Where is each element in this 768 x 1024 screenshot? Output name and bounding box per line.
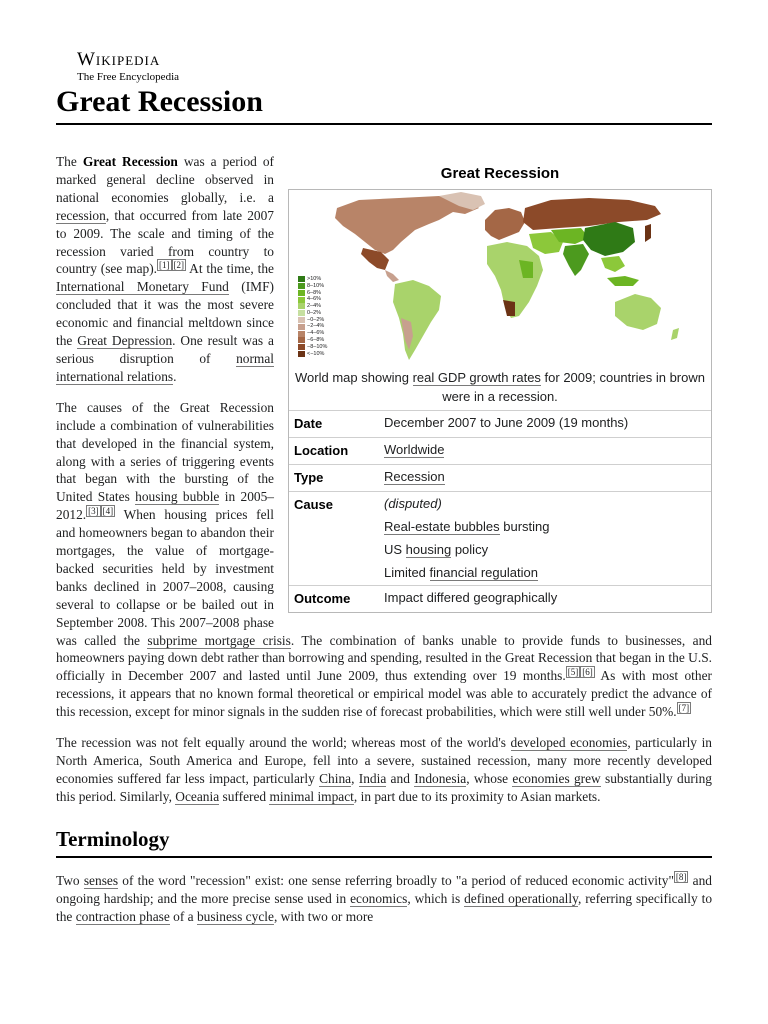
infobox-label: Date: [294, 415, 323, 431]
infobox-label: Location: [294, 442, 349, 458]
legend-label: −6–8%: [307, 337, 325, 344]
citation-5[interactable]: [5]: [567, 667, 579, 678]
legend-swatch: [298, 331, 305, 337]
real-gdp-growth-rates-link[interactable]: real GDP growth rates: [412, 369, 541, 385]
legend-item: [298, 323, 327, 330]
caption-text-end: for 2009; countries in brown were in a recession.: [442, 369, 705, 404]
economies-grew-link[interactable]: economies grew: [512, 770, 601, 786]
legend-swatch: [298, 317, 305, 323]
legend-swatch: [298, 351, 305, 357]
infobox-label: Type: [294, 469, 324, 485]
legend-item: [298, 283, 327, 290]
legend-label: −0–2%: [307, 316, 325, 323]
infobox-title: Great Recession: [440, 165, 560, 182]
title-divider: [56, 123, 712, 125]
infobox-value: [376, 437, 711, 464]
legend-swatch: [298, 276, 305, 282]
legend-label: <−10%: [307, 350, 325, 357]
terminology-paragraph: Two senses of the word "recession" exist: one sense referring broadly to "a period of reduced economic activity" [8] and ongoing hardship; and the more precise sense used in economics, which is defined operationally, referring specifically to the contraction phase of a business cycle, with two or more: [56, 871, 713, 924]
cause-housing-policy: US housing policy: [384, 541, 489, 557]
legend-item: [298, 276, 327, 283]
infobox-row-cause: [289, 491, 711, 585]
caption-text-start: World map showing: [295, 369, 413, 385]
gdp-growth-world-map[interactable]: [289, 190, 711, 368]
wikipedia-tagline: The Free Encyclopedia: [77, 71, 180, 83]
indonesia-link[interactable]: Indonesia: [414, 770, 467, 786]
bold-term: Great Recession: [82, 154, 178, 169]
legend-swatch: [298, 290, 305, 296]
imf-link[interactable]: International Monetary Fund: [56, 279, 229, 295]
infobox-value: December 2007 to June 2009 (19 months): [384, 414, 629, 430]
citation-8[interactable]: [8]: [675, 871, 687, 882]
citation-6[interactable]: [6]: [582, 667, 593, 678]
senses-link[interactable]: senses: [83, 872, 119, 888]
developed-economies-link[interactable]: developed economies: [510, 735, 628, 751]
india-link[interactable]: India: [358, 770, 387, 786]
citation-1[interactable]: [1]: [159, 260, 170, 271]
legend-item: [298, 317, 327, 324]
legend-swatch: [298, 337, 305, 343]
legend-label: >10%: [307, 275, 322, 282]
wikipedia-logo[interactable]: [77, 50, 179, 84]
infobox-value: [376, 491, 711, 585]
world-map-image: [289, 190, 711, 368]
legend-label: 2–4%: [307, 303, 322, 310]
citation-3[interactable]: [3]: [88, 506, 99, 517]
legend-item: [298, 290, 327, 297]
infobox-frame: [288, 189, 712, 613]
impact-paragraph: The recession was not felt equally around the world; whereas most of the world's developed economies, particularly in North America, South America and Europe, fell into a severe, sustained recession, many more recently developed economies suffered far less impact, particularly China, India and Indonesia, whose economies grew substantially during this period. Similarly, Oceania suffered minimal impact, in part due to its proximity to Asian markets.: [56, 735, 712, 804]
legend-label: 8–10%: [307, 282, 325, 289]
intro-paragraph: The Great Recession was a period of marked general decline observed in national economies globally, i.e. a recession, that occurred from late 2007 to 2009. The scale and timing of the recession varied from country to country (see map). [1] [2] At the time, the International Monetary Fund (IMF) concluded that it was the most severe economic and financial meltdown since the Great Depression. One result was a serious disruption of normal international relations.: [56, 154, 274, 384]
legend-item: [298, 344, 327, 351]
legend-item: [298, 330, 327, 337]
international-relations-link[interactable]: normal international relations: [56, 350, 274, 384]
legend-item: [298, 310, 327, 317]
cause-disputed: (disputed): [384, 495, 442, 511]
infobox-row-date: [289, 410, 711, 437]
map-caption: [289, 368, 711, 410]
financial-regulation-link[interactable]: financial regulation: [429, 564, 538, 580]
defined-operationally-link[interactable]: defined operationally: [464, 890, 578, 906]
economics-link[interactable]: economics: [350, 890, 408, 906]
page-title: Great Recession: [56, 85, 263, 118]
infobox-row-location: [289, 437, 711, 464]
citation-2[interactable]: [2]: [173, 260, 185, 271]
oceania-link[interactable]: Oceania: [175, 788, 220, 804]
business-cycle-link[interactable]: business cycle: [196, 908, 274, 924]
legend-swatch: [298, 324, 305, 330]
legend-swatch: [298, 283, 305, 289]
legend-swatch: [298, 344, 305, 350]
article-body: [56, 153, 712, 938]
cause-real-estate: Real-estate bubbles bursting: [384, 518, 550, 534]
great-depression-link[interactable]: Great Depression: [77, 333, 173, 349]
infobox-label: Cause: [294, 496, 334, 512]
legend-item: [298, 303, 327, 310]
legend-label: −8–10%: [307, 343, 328, 350]
section-heading-terminology: Terminology: [56, 826, 170, 851]
legend-swatch: [298, 310, 305, 316]
legend-swatch: [298, 297, 305, 303]
map-legend: [298, 276, 327, 358]
causes-paragraph: The causes of the Great Recession include a combination of vulnerabilities that developed in the financial system, along with a series of triggering events that began with the bursting of the United States housing bubble in 2005–2012. [3] [4] When housing prices fell and homeowners began to abandon their mortgages, the value of mortgage-backed securities held by investment banks declined in 2007–2008, causing several to collapse or be bailed out in September 2008. This 2007–2008 phase was called the subprime mortgage crisis. The combination of banks unable to provide funds to businesses, and homeowners paying down debt rather than borrowing and spending, resulted in the Great Recession that began in the U.S. officially in December 2007 and lasted until June 2009, thus extending over 19 months. [5] [6] As with most other recessions, it appears that no known formal theoretical or empirical model was able to accurately predict the advance of this recession, except for minor signals in the sudden rise of forecast probabilities, which were still well under 50%. [7]: [56, 399, 712, 720]
infobox-value: Impact differed geographically: [384, 589, 558, 605]
infobox: [288, 156, 712, 613]
minimal-impact-link[interactable]: minimal impact: [269, 788, 354, 804]
legend-swatch: [298, 303, 305, 309]
legend-label: −2–4%: [307, 323, 325, 330]
housing-bubble-link[interactable]: housing bubble: [135, 489, 220, 505]
wikipedia-wordmark: Wikipedia: [77, 49, 161, 70]
legend-item: [298, 351, 327, 358]
infobox-label: Outcome: [294, 590, 351, 606]
worldwide-link[interactable]: Worldwide: [384, 441, 445, 457]
section-divider: [56, 856, 712, 858]
housing-link[interactable]: housing: [405, 541, 452, 557]
infobox-row-outcome: [289, 585, 711, 611]
legend-label: 4–6%: [307, 296, 322, 303]
legend-label: −4–6%: [307, 330, 325, 337]
legend-label: 6–8%: [307, 289, 322, 296]
infobox-table: [289, 410, 711, 612]
infobox-value: [376, 464, 711, 491]
citation-4[interactable]: [4]: [102, 506, 114, 517]
infobox-row-type: [289, 464, 711, 491]
legend-item: [298, 337, 327, 344]
contraction-phase-link[interactable]: contraction phase: [75, 908, 170, 924]
real-estate-bubbles-link[interactable]: Real-estate bubbles: [384, 518, 500, 534]
legend-label: 0–2%: [307, 309, 322, 316]
citation-7[interactable]: [7]: [678, 703, 690, 714]
recession-link[interactable]: recession: [56, 207, 106, 223]
recession-type-link[interactable]: Recession: [384, 468, 445, 484]
legend-item: [298, 296, 327, 303]
subprime-crisis-link[interactable]: subprime mortgage crisis: [147, 632, 291, 648]
cause-financial-regulation: Limited financial regulation: [384, 564, 538, 580]
china-link[interactable]: China: [319, 770, 352, 786]
